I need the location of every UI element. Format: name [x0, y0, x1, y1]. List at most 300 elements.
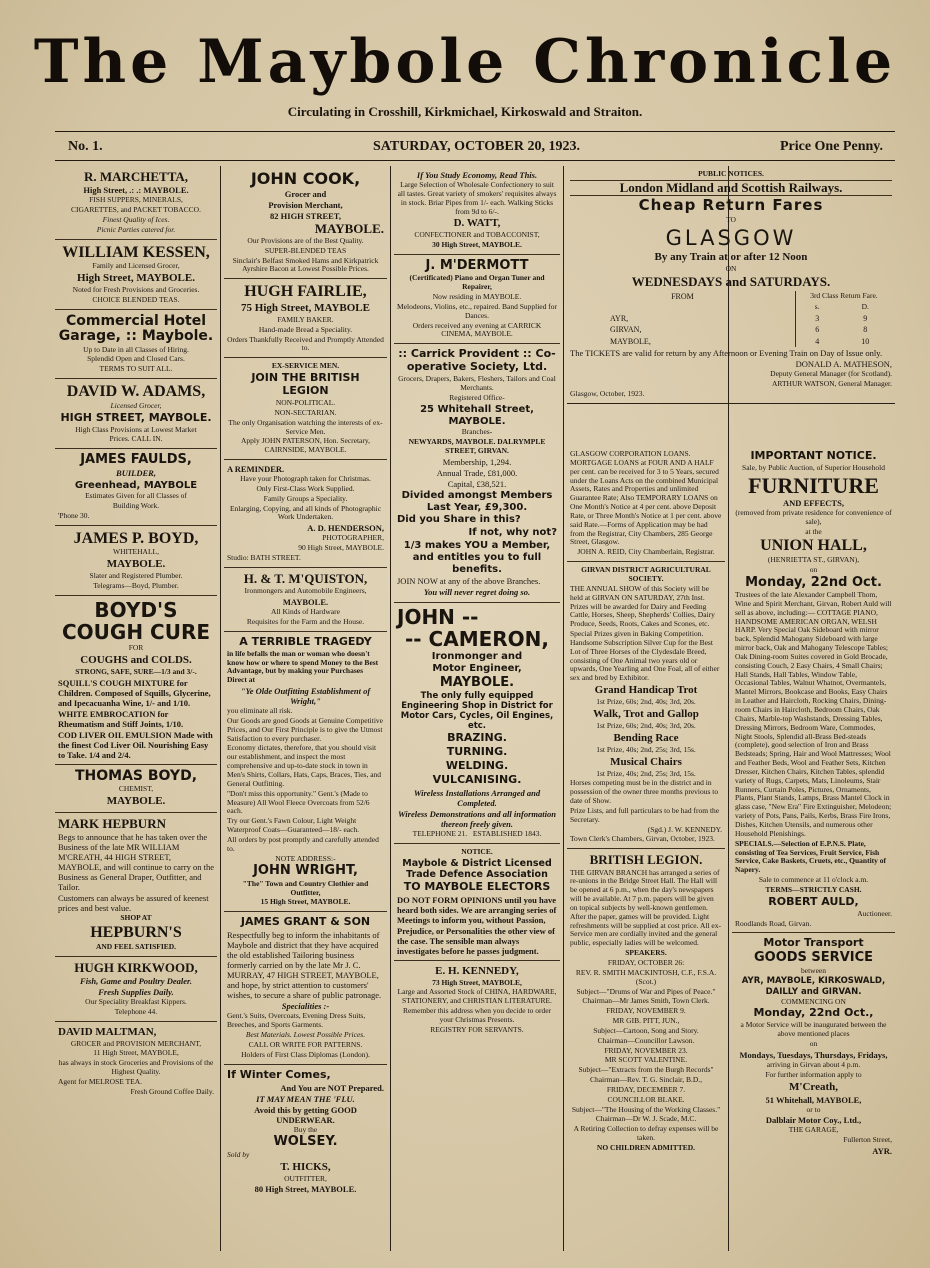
ad-text: GLASGOW CORPORATION LOANS. MORTGAGE LOANS at FOUR AND A HALF per cent. can be received for 3 to 5 Years, secured under the Loans Acts on the combined Municipal Assets, Rates and Properties and unlimited Guarantee Rate; Also TEMPORARY LOANS on One Month's Notice at 4 per cent. above Deposit Rate, or Three Month's Notice at 1 per cent. above said Rate.—Forms of Application may be had from the Registrar, City Chambers, 285 George Street, Glasgow. [570, 449, 722, 547]
ad-text: Sale to commence at 11 o'clock a.m. [758, 875, 869, 885]
ad-heading: Monday, 22nd Oct., [753, 1006, 874, 1020]
ad-text: REGISTRY FOR SERVANTS. [430, 1024, 524, 1034]
ad-text: Agent for MELROSE TEA. [58, 1076, 143, 1086]
column-divider [220, 166, 221, 1251]
ad-hepburn [55, 813, 217, 957]
ad-text: COUGHS and COLDS. [80, 653, 192, 666]
ad-kessen [55, 240, 217, 310]
ad-text: Splendid Open and Closed Cars. [87, 354, 185, 364]
ad-heading: -- CAMERON, [404, 626, 550, 651]
ad-text: If not, why not? [468, 527, 557, 539]
ad-text: THE GIRVAN BRANCH has arranged a series of re-unions in the Bridge Street Hall. The Hall will be opened at 6 p.m., when the day's newspapers will be available. At 7 p.m. papers will be given on topical subjects by well-known gentlemen. After the paper, games will be provided. Light refreshments will be supplied at cost price. All ex-Service men are cordially invited and the general public, especially ladies will be welcomed. [570, 867, 721, 948]
ad-heading: H. & T. M'QUISTON, [243, 570, 368, 586]
ad-text: All Kinds of Hardware [271, 607, 340, 617]
ad-text: Try our Gent.'s Fawn Colour, Light Weight Waterproof Coats—Guaranteed—18/- each. [227, 816, 360, 835]
ad-british-legion [224, 358, 387, 460]
ad-text: 51 Whitehall, MAYBOLE, [765, 1094, 862, 1105]
ad-text: Fresh Ground Coffee Daily. [130, 1086, 214, 1096]
column-5 [732, 446, 895, 1256]
ad-text: OUTFITTER, [284, 1173, 327, 1183]
ad-text: COD LIVER OIL EMULSION Made with the finest Cod Liver Oil. Nourishing Easy to Take. 1/4 and 2/4. [58, 729, 213, 760]
ad-text: Sale, by Public Auction, of Superior Household [742, 462, 885, 472]
ad-text: 1st Prize, 40s; 2nd, 25s; 3rd, 15s. [596, 744, 696, 754]
ad-text: Chairman—Mr James Smith, Town Clerk. [582, 996, 710, 1006]
ad-text: Customers can always be assured of keenest prices and best value. [58, 893, 209, 914]
ad-text: 11 High Street, MAYBOLE, [93, 1048, 179, 1058]
ad-text: BRAZING. [447, 731, 507, 745]
table-cell: 8 [863, 325, 868, 335]
ad-text: Subject—"Drums of War and Pipes of Peace." [576, 986, 716, 996]
ad-text: Licensed Grocer, [110, 400, 162, 410]
ad-text: Our Speciality Breakfast Kippers. [85, 996, 187, 1006]
ad-text: AYR. [872, 1146, 892, 1157]
ad-text: Divided amongst Members Last Year, £9,300. [401, 489, 553, 513]
ad-heading: DAVID MALTMAN, [58, 1025, 157, 1038]
ad-text: arriving in Girvan about 4 p.m. [766, 1059, 861, 1069]
ad-glasgow-loans [567, 446, 725, 562]
table-row [570, 324, 892, 335]
ad-text: Finest Quality of Ices. [102, 215, 170, 224]
table-cell: 3 [795, 313, 838, 324]
ad-heading: UNION HALL, [760, 537, 867, 555]
ad-address: High Street, .: .: MAYBOLE. [83, 185, 189, 196]
ad-heading: M'Creath, [789, 1080, 838, 1093]
ad-heading: London Midland and Scottish Railways. [570, 180, 892, 196]
ad-address: 82 HIGH STREET, [270, 210, 341, 221]
ad-text: FRIDAY, NOVEMBER 23. [604, 1045, 688, 1055]
ad-commercial-hotel [55, 310, 217, 379]
ad-text: MAYBOLE. [106, 794, 166, 807]
ad-text: NON-SECTARIAN. [274, 407, 337, 417]
ad-text: DO NOT FORM OPINIONS until you have heard both sides. We are arranging series of Meetings to inform you, without Passion, Prejudice, or Personalities the other view of the case. The sensible man always investigates before he passes judgment. [397, 895, 557, 956]
ad-text: NO CHILDREN ADMITTED. [596, 1143, 696, 1153]
ad-text: STRONG, SAFE, SURE—1/3 and 3/-. [75, 666, 197, 676]
ad-text: Apply JOHN PATERSON, Hon. Secretary, CAIRNSIDE, MAYBOLE. [240, 436, 371, 455]
ad-text: SUPER-BLENDED TEAS [264, 245, 347, 255]
ad-text: Chairman—Councillor Lawson. [597, 1035, 695, 1045]
ad-text: between [801, 965, 826, 975]
ad-text: High Class Provisions at Lowest Market [75, 424, 197, 434]
ad-heading: GOODS SERVICE [753, 950, 874, 966]
ad-text: Orders received any evening at CARRICK CINEMA, MAYBOLE. [412, 320, 542, 339]
ad-heading: HEPBURN'S [90, 924, 182, 942]
ad-text: Town Clerk's Chambers, Girvan, October, 1923. [570, 834, 715, 844]
ad-text: Picnic Parties catered for. [96, 224, 176, 234]
ad-text: SHOP AT [120, 913, 152, 923]
ad-text: Requisites for the Farm and the House. [246, 616, 365, 626]
ad-text: Registered Office- [449, 392, 505, 402]
ad-heading: E. H. KENNEDY, [435, 964, 519, 977]
ad-text: Family and Licensed Grocer, [92, 261, 180, 271]
ad-text: The TICKETS are valid for return by any Afternoon or Evening Train on Day of Issue only. [570, 348, 883, 359]
ad-text: "Ye Olde Outfitting Establishment of Wright," [240, 686, 371, 707]
column-3 [394, 166, 560, 1256]
ad-heading: FURNITURE [748, 472, 879, 498]
ad-text: All orders by post promptly and carefully attended to. [227, 834, 379, 853]
ad-heading: If You Study Economy, Read This. [416, 170, 538, 180]
ad-heading: JAMES GRANT & SON [240, 915, 371, 929]
ad-text: Maybole & District Licensed Trade Defence Association [402, 858, 552, 881]
ad-heading: J. M'DERMOTT [425, 258, 529, 274]
ad-text: MAYBOLE. [282, 597, 329, 608]
ad-text: 1/3 makes YOU a Member, and entitles you to full benefits. [403, 540, 551, 575]
ad-text: or to [806, 1104, 821, 1114]
ad-text: FAMILY BAKER. [277, 314, 334, 324]
ad-text: BUILDER, [116, 468, 156, 479]
ad-text: THE GARAGE, [788, 1125, 839, 1135]
ad-text: Building Work. [112, 501, 160, 511]
ad-heading: WILLIAM KESSEN, [62, 243, 210, 261]
ad-mquiston [224, 568, 387, 632]
ad-text: Membership, 1,294. [442, 456, 512, 467]
ad-text: For further information apply to [765, 1069, 862, 1079]
ad-text: MAYBOLE. [439, 675, 515, 691]
ad-address: 25 Whitehall Street, MAYBOLE. [420, 403, 534, 427]
ad-text: Branches- [461, 427, 493, 437]
ad-text: (Certificated) Piano and Organ Tuner and Repairer, [409, 273, 545, 292]
ad-heading: DAVID W. ADAMS, [66, 383, 206, 401]
ad-text: PHOTOGRAPHER, [322, 533, 384, 543]
ad-text: VULCANISING. [432, 773, 522, 787]
ad-text: IT MAY MEAN THE 'FLU. [256, 1093, 355, 1104]
ad-cameron [394, 603, 560, 845]
ad-henderson [224, 460, 387, 568]
ad-text: Subject—"The Housing of the Working Classes." [571, 1104, 721, 1114]
ad-adams [55, 379, 217, 449]
ad-carrick-cooperative [394, 344, 560, 602]
ad-text: 'Phone 30. [58, 510, 90, 520]
ad-text: Walk, Trot and Gallop [593, 707, 699, 720]
table-cell: 4 [795, 336, 838, 347]
ad-heading: TO MAYBOLE ELECTORS [403, 880, 551, 894]
ad-text: Holders of First Class Diplomas (London). [241, 1049, 370, 1059]
ad-text: GROCER and PROVISION MERCHANT, [70, 1038, 202, 1048]
table-header: s. [795, 302, 838, 313]
ad-text: Our Goods are good Goods at Genuine Competitive Prices, and Our First Principle is to give the Utmost Satisfaction to every purchaser. [227, 715, 384, 743]
ad-heading: NOTICE. [461, 847, 493, 857]
ad-text: FRIDAY, DECEMBER 7. [606, 1084, 686, 1094]
table-row [570, 336, 892, 347]
ad-heading: BRITISH LEGION. [589, 852, 703, 868]
ad-text: Special Prizes given in Baking Competition. Handsome Subscription Silver Cup for the Best Lot of Three Horses of the Clydesdale Breed, consisting of One Animal two years old or upwards, One Yearling and One Foal, all of either sex and bred by Exhibitor. [570, 629, 720, 683]
ad-text: Ironmonger and [431, 650, 523, 662]
ad-text: Family Groups a Speciality. [263, 493, 348, 503]
ad-text: 1st Prize, 60s; 2nd, 40s; 3rd, 20s. [596, 720, 696, 730]
ad-text: Motor Engineer, [432, 663, 522, 675]
ad-text: Wireless Demonstrations and all information thereon freely given. [398, 809, 556, 830]
ad-text: in life befalls the man or woman who doesn't know how or where to spend Money to the Best Advantage, but by making your Purchases Direct at [227, 648, 379, 685]
ad-heading: R. MARCHETTA, [83, 169, 189, 184]
ad-motor-transport [732, 933, 895, 1160]
table-cell: 9 [863, 313, 868, 323]
ad-text: WELDING. [445, 759, 509, 773]
ad-thomas-boyd [55, 765, 217, 813]
ad-text: AND EFFECTS, [783, 497, 844, 508]
table-cell: AYR, [610, 313, 629, 323]
ad-heading: Motor Transport [763, 936, 864, 950]
ad-text: (removed from private residence for convenience of sale), [735, 507, 892, 526]
ad-text: AYR, MAYBOLE, KIRKOSWALD, DAILLY and GIRVAN. [741, 976, 886, 997]
ad-text: CIGARETTES, and PACKET TOBACCO. [71, 205, 201, 215]
ad-text: ARTHUR WATSON, General Manager. [771, 379, 892, 389]
ad-text: Mondays, Tuesdays, Thursdays, Fridays, [739, 1049, 888, 1060]
ad-heading: THOMAS BOYD, [74, 767, 198, 784]
ad-heading: JOHN COOK, [250, 169, 361, 188]
ad-text: Prize Lists, and full particulars to be had from the Secretary. [570, 805, 720, 824]
ad-address: Greenhead, MAYBOLE [74, 479, 198, 491]
table-cell: GIRVAN, [610, 325, 642, 335]
ad-text: Fresh Supplies Daily. [98, 986, 174, 997]
ad-heading: JAMES FAULDS, [80, 452, 192, 468]
ad-text: Avoid this by getting GOOD UNDERWEAR. [254, 1104, 357, 1125]
ad-text: Large Selection of Wholesale Confectionery to suit all tastes. Great variety of smokers' requisites always in stock. Briar Pipes from 1/- each. Walking Sticks from 9d to 6/-. [397, 180, 557, 216]
table-header: 3rd Class Return Fare. [795, 291, 892, 302]
ad-furniture-auction [732, 446, 895, 933]
ad-text: Roodlands Road, Girvan. [735, 918, 812, 928]
ad-text: ON [725, 264, 737, 274]
ad-text: SQUILL'S COUGH MIXTURE for Children. Composed of Squills, Glycerine, and Ipecacuanha Wine, 1/- and 1/10. [58, 677, 211, 708]
ad-text: 15 High Street, MAYBOLE. [260, 897, 351, 907]
ad-text: you eliminate all risk. [227, 706, 293, 716]
ad-address: High Street, MAYBOLE. [77, 272, 195, 285]
issue-price: Price One Penny. [779, 139, 883, 154]
ad-text: Prices. CALL IN. [109, 434, 163, 444]
ad-text: THE ANNUAL SHOW of this Society will be held at GIRVAN ON SATURDAY, 27th Inst. Prizes will be awarded for Dairy and Feeding Cattle, Horses, Sheep, Shepherds' Collies, Dairy Produce, Seeds, Roots, Cakes and Scones, etc. [570, 583, 715, 629]
issue-number: No. 1. [68, 139, 103, 154]
ad-text: Grocers, Drapers, Bakers, Fleshers, Tailors and Coal Merchants. [398, 374, 556, 393]
ad-text: 1st Prize, 40s; 2nd, 25s; 3rd, 15s. [596, 768, 696, 778]
ad-heading: GLASGOW [665, 225, 797, 250]
ad-text: REV. R. SMITH MACKINTOSH, C.F., F.S.A. (Scot.) [575, 967, 717, 986]
ad-heading: GIRVAN DISTRICT AGRICULTURAL SOCIETY. [581, 565, 711, 583]
ad-text: COUNCILLOR BLAKE. [607, 1094, 685, 1104]
ad-text: PUBLIC NOTICES. [698, 169, 764, 178]
ad-text: JOHN A. REID, City Chamberlain, Registrar. [577, 547, 715, 557]
ad-text: Musical Chairs [610, 755, 682, 768]
ad-railway [567, 166, 895, 404]
ad-text: on [809, 564, 818, 574]
ad-heading: JOHN -- [397, 604, 479, 629]
ad-heading: JAMES P. BOYD, [73, 529, 199, 547]
ad-text: The only fully equipped Engineering Shop in District for Motor Cars, Cycles, Oil Engines, etc. [400, 691, 554, 732]
ad-text: Noted for Fresh Provisions and Groceries. [72, 285, 200, 295]
ad-text: 1st Prize, 60s; 2nd, 40s; 3rd, 20s. [596, 697, 696, 707]
ad-text: CHEMIST, [118, 784, 154, 794]
ad-text: T. HICKS, [280, 1160, 331, 1173]
ad-heading: If Winter Comes, [227, 1067, 331, 1081]
ad-text: Glasgow, October, 1923. [570, 388, 645, 398]
ad-heading: IMPORTANT NOTICE. [750, 449, 877, 462]
ad-text: FOR [128, 642, 144, 652]
ad-cough-cure [55, 596, 217, 765]
ad-text: Studio: BATH STREET. [227, 553, 301, 563]
ad-wright [224, 632, 387, 913]
ad-james-grant [224, 912, 387, 1064]
ad-text: Our Provisions are of the Best Quality. [247, 235, 364, 245]
ad-text: TELEPHONE 21. [412, 829, 468, 839]
ad-text: Sinclair's Belfast Smoked Hams and Kirkpatrick Ayrshire Bacon at Lowest Possible Prices. [232, 255, 379, 274]
column-2 [224, 166, 387, 1256]
ad-text: ESTABLISHED 1843. [472, 829, 542, 839]
ad-heading: WOLSEY. [273, 1134, 338, 1150]
table-cell: 6 [795, 324, 838, 335]
table-cell: MAYBOLE, [610, 336, 651, 346]
ad-text: Only First-Class Work Supplied. [256, 483, 355, 493]
ad-text: WHITE EMBROCATION for Rheumatism and Stiff Joints, 1/10. [58, 708, 184, 729]
ad-john-cook [224, 166, 387, 279]
masthead-title: The Maybole Chronicle [33, 27, 897, 97]
ad-text: CONFECTIONER and TOBACCONIST, [414, 230, 540, 240]
ad-heading: MARK HEPBURN [58, 815, 166, 831]
ad-text: "Don't miss this opportunity." Gent.'s (Made to Measure) All Wool Fleece Overcoats from 52/6 each. [227, 788, 370, 816]
ad-text: 80 High Street, MAYBOLE. [254, 1184, 357, 1195]
ad-text: a Motor Service will be inaugurated between the above mentioned places [740, 1020, 887, 1039]
ad-text: Telephone 44. [114, 1006, 158, 1016]
ad-heading: Monday, 22nd Oct. [745, 574, 882, 590]
ad-text: Subject—Cartoon, Song and Story. [593, 1025, 699, 1035]
ad-text: Now residing in MAYBOLE. [432, 292, 522, 302]
ad-heading: HUGH KIRKWOOD, [74, 959, 198, 975]
ad-text: Gent.'s Suits, Overcoats, Evening Dress Suits, Breeches, and Sports Garments. [227, 1011, 366, 1030]
ad-text: SPECIALS.—Selection of E.P.N.S. Plate, consisting of Tea Services, Fruit Service, Fish Service, Cake Baskets, Cruets, etc., Quantity of Napery. [735, 838, 887, 875]
ad-text: NOTE ADDRESS:- [275, 853, 336, 863]
ad-text: Chairman—Rev. T. G. Sinclair, B.D., [589, 1075, 703, 1085]
ad-text: Up to Date in all Classes of Hiring. [83, 344, 189, 354]
ad-agricultural-society [567, 562, 725, 849]
ad-heading: JOIN THE BRITISH LEGION [251, 371, 360, 398]
ad-text: CHOICE BLENDED TEAS. [92, 294, 180, 304]
ad-text: Remember this address when you decide to order your Christmas Presents. [402, 1006, 552, 1024]
ad-text: Wireless Installations Arranged and Completed. [413, 788, 541, 809]
ad-text: Enlarging, Copying, and all kinds of Photographic Work Undertaken. [229, 503, 382, 522]
ad-text: TERMS—STRICTLY CASH. [765, 884, 862, 894]
ad-text: 73 High Street, MAYBOLE, [432, 977, 522, 987]
ad-text: Grocer and [284, 188, 327, 199]
ad-text: Capital, £38,521. [447, 478, 507, 489]
ad-text: Telegrams—Boyd, Plumber. [93, 581, 179, 591]
ad-text: (Sgd.) J. W. KENNEDY. [647, 824, 722, 834]
ad-text: A. D. HENDERSON, [307, 523, 384, 534]
ad-text: Grand Handicap Trot [594, 684, 698, 697]
ad-kirkwood [55, 957, 217, 1022]
column-4 [567, 446, 725, 1256]
ad-text: FRIDAY, OCTOBER 26: [607, 957, 685, 967]
table-cell: 10 [861, 336, 870, 346]
table-header: D. [861, 301, 869, 311]
ad-heading: HUGH FAIRLIE, [244, 283, 367, 301]
ad-address: HIGH STREET, MAYBOLE. [60, 410, 212, 424]
ad-text: Begs to announce that he has taken over the Business of the late MR WILLIAM M'CREATH, 44 HIGH STREET, MAYBOLE, and will continue to carry on the Business as General Draper, Outfitter, and Tailor. [58, 832, 214, 893]
ad-text: WHITEHALL, [112, 547, 160, 557]
ad-text: Deputy General Manager (for Scotland). [770, 369, 892, 379]
ad-wolsey [224, 1065, 387, 1199]
table-row [570, 313, 892, 324]
ad-text: on [809, 1039, 818, 1049]
ad-text: Trustees of the late Alexander Campbell Thom, Wine and Spirit Merchant, Girvan, Robert Auld will sell as above, including:— COTTAGE PIANO, HANDSOME AMERICAN ORGAN, WELSH HARP. Very Special Oak Sideboard with mirror back, Splendid Mahogany Sideboard with large mirror back, Oak and Mahogany Telescope Tables; Oak Dining-room Suites covered in Gold Brocade, consisting Couch, 2 Easy Chairs, 4 Small Chairs; Hall Stands, Hall Tables, Window Table, Occasional Tables, Walnut Whatnot, Overmantels, Mantel Mirrors, Bookcase and Books, Easy Chairs in Leather and Haircloth, Rocking Chairs, Dining-room Chairs in Haircloth, Bedroom Chairs, Oak Chairs, Marble-top Washstands, Dressing Tables, Dressing Mirrors, Bedroom Ware, Commodes, Night Stools, Splendid all-Brass Bed-steads (complete), good selection of Iron and Brass Bedsteads; Spring, Hair and Wool Mattresses; Wool and Feather Beds, Wool and Feather Sets, Kitchen Dresser, Kitchen Chairs, Kitchen Tables, splendid variety of Rugs, Carpets, Mats, Linoleums, Stair Runners, Curtain Poles, Pictures, Ornaments, Plants, Plant Stands, Lamps, Brass Mantel Clock in glass case, "New Era" Fire Extinguisher, Melodeon; variety of Pots, Pans, Pails, Kerbs, Brass Fire Irons, Dishes, Kitchen Utensils, and numerous other Household Plenishings. [735, 590, 892, 838]
ad-text: Estimates Given for all Classes of [85, 491, 187, 501]
ad-text: Buy the [293, 1124, 318, 1134]
ad-text: Fish, Game and Poultry Dealer. [80, 975, 192, 986]
ad-text: Provision Merchant, [268, 199, 343, 210]
ad-text: SPEAKERS. [625, 948, 667, 958]
ad-text: (HENRIETTA ST., GIRVAN), [767, 555, 860, 565]
ad-licensed-trade-notice [394, 844, 560, 960]
ad-james-boyd [55, 526, 217, 596]
ad-text: Sold by [227, 1149, 250, 1159]
ad-address: MAYBOLE. [314, 220, 384, 236]
ad-text: Annual Trade, £81,000. [436, 467, 518, 478]
ad-text: Economy dictates, therefore, that you should visit our establishment, and inspect the most comprehensive and up-to-date stock in town in Men's Shirts, Collars, Hats, Caps, Braces, Ties, and General Outfitting. [227, 743, 382, 788]
top-rule [55, 131, 895, 132]
ad-text: 30 High Street, MAYBOLE. [432, 240, 522, 250]
ad-faulds [55, 449, 217, 526]
table-header: FROM [671, 291, 694, 301]
ad-text: AND FEEL SATISFIED. [95, 941, 177, 951]
issue-date: SATURDAY, OCTOBER 20, 1923. [373, 139, 580, 154]
ad-text: Large and Assorted Stock of CHINA, HARDWARE, STATIONERY, and CHRISTIAN LITERATURE. [397, 987, 557, 1006]
ad-text: Specialities :- [281, 1001, 330, 1012]
ad-text: Have your Photograph taken for Christmas. [240, 474, 371, 484]
railway-notice [567, 166, 895, 446]
circulation-line: Circulating in Crosshill, Kirkmichael, Kirkoswald and Straiton. [287, 104, 643, 119]
column-divider [563, 166, 564, 1251]
ad-text: Horses competing must be in the district and in possession of the owner three months previous to date of Show. [570, 778, 719, 806]
ad-heading: D. WATT, [453, 217, 501, 230]
ad-heading: COUGH CURE [61, 619, 211, 644]
ad-heading: A TERRIBLE TRAGEDY [239, 634, 372, 648]
ad-heading: ROBERT AULD, [768, 894, 859, 908]
ad-heading: BOYD'S [94, 597, 178, 622]
ad-text: has always in stock Groceries and Provisions of the Highest Quality. [58, 1058, 214, 1077]
ad-text: You will never regret doing so. [423, 587, 531, 598]
ad-text: Melodeons, Violins, etc., repaired. Band Supplied for Dances. [397, 301, 558, 320]
ad-text: Bending Race [613, 731, 679, 744]
ad-text: TERMS TO SUIT ALL. [99, 364, 173, 374]
ad-text: MAYBOLE. [106, 558, 166, 571]
ad-text: NON-POLITICAL. [275, 398, 336, 408]
ad-text: Dalblair Motor Coy., Ltd., [765, 1115, 862, 1126]
ad-text: Respectfully beg to inform the inhabitants of Maybole and district that they have acquired the old established Tailoring business formerly carried on by the late Mr J. C. MURRAY, 47 HIGH STREET, MAYBOLE, and hope, by strict attention to customers' wishes, to secure a share of public patronage. [227, 930, 382, 1001]
ad-text: Auctioneer. [857, 908, 892, 918]
ad-text: FISH SUPPERS, MINERALS, [89, 195, 183, 205]
dateline-rule [55, 160, 895, 161]
ad-text: Fullerton Street, [843, 1135, 892, 1145]
ad-heading: JOHN WRIGHT, [253, 863, 358, 879]
ad-text: Subject—"Extracts from the Burgh Records" [578, 1065, 714, 1075]
ad-text: NEWYARDS, MAYBOLE. DALRYMPLE STREET, GIRVAN. [408, 437, 546, 455]
ad-text: Ironmongers and Automobile Engineers, [244, 586, 367, 596]
ad-text: By any Train at or after 12 Noon [654, 251, 808, 264]
ad-heading: A REMINDER. [227, 464, 285, 475]
ad-heading: Commercial Hotel Garage, :: Maybole. [58, 312, 214, 345]
ad-text: Did you Share in this? [397, 514, 521, 526]
ad-text: And You are NOT Prepared. [280, 1082, 384, 1093]
ad-text: A Retiring Collection to defray expenses will be taken. [573, 1124, 719, 1143]
ad-text: at the [805, 526, 822, 536]
ad-marchetta [55, 166, 217, 240]
column-divider [390, 166, 391, 1251]
ad-text: MR SCOTT VALENTINE. [604, 1055, 688, 1065]
column-1 [55, 166, 217, 1256]
ad-text: Orders Thankfully Received and Promptly Attended to. [227, 334, 384, 353]
ad-address: 75 High Street, MAYBOLE [241, 301, 370, 314]
ad-watt [394, 166, 560, 255]
ad-kennedy [394, 961, 560, 1039]
ad-text: FRIDAY, NOVEMBER 9. [606, 1006, 686, 1016]
ad-text: COMMENCING ON [781, 996, 846, 1006]
ad-text: JOIN NOW at any of the above Branches. [397, 576, 541, 587]
ad-text: TO [726, 214, 736, 224]
